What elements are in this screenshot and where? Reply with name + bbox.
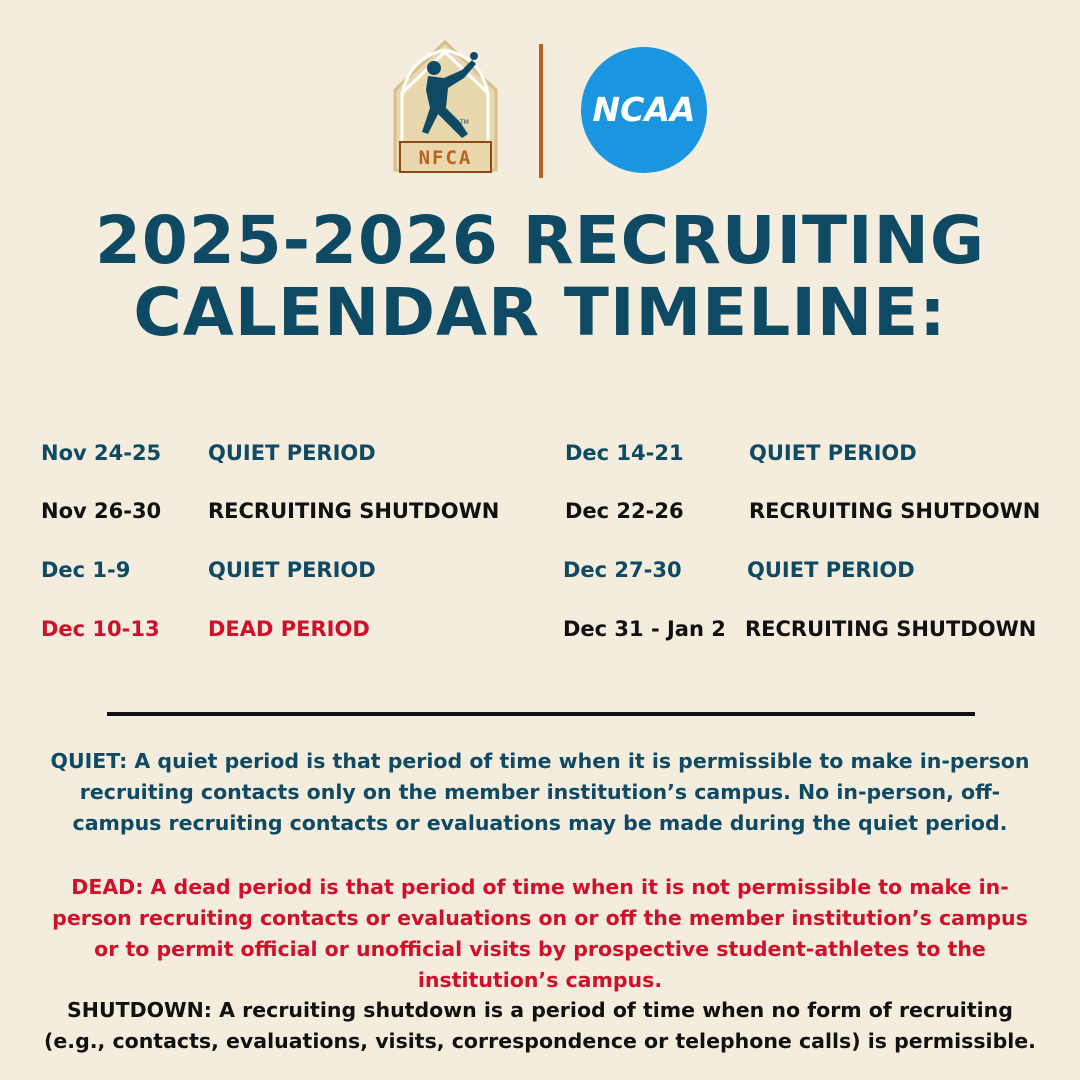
right-row-3-date: Dec 27-30 <box>563 558 682 582</box>
right-row-1-period: QUIET PERIOD <box>749 441 917 465</box>
right-row-2-period: RECRUITING SHUTDOWN <box>749 499 1041 523</box>
left-row-3-date: Dec 1-9 <box>41 558 131 582</box>
title-line-2: CALENDAR TIMELINE: <box>133 274 947 351</box>
section-divider <box>107 712 975 716</box>
ncaa-wordmark: NCAA <box>592 90 696 129</box>
right-row-3-period: QUIET PERIOD <box>747 558 915 582</box>
left-row-4-period: DEAD PERIOD <box>208 617 370 641</box>
shutdown-definition: SHUTDOWN: A recruiting shutdown is a period of time when no form of recruiting (e.g., contacts, evaluations, visits, correspondence or telephone calls) is permissible. <box>44 998 1036 1053</box>
right-row-1-date: Dec 14-21 <box>565 441 684 465</box>
ncaa-logo <box>580 46 708 174</box>
left-row-1-date: Nov 24-25 <box>41 441 162 465</box>
right-row-4-period: RECRUITING SHUTDOWN <box>745 617 1037 641</box>
nfca-logo <box>388 38 503 183</box>
logo-bar <box>0 38 1080 183</box>
quiet-definition: QUIET: A quiet period is that period of time when it is permissible to make in-person recruiting contacts only on the member institution’s campus. No in-person, off-campus recruiting contacts or evaluations may be made during the quiet period. <box>50 749 1030 835</box>
right-row-2-date: Dec 22-26 <box>565 499 684 523</box>
left-row-2-date: Nov 26-30 <box>41 499 162 523</box>
logo-divider <box>539 44 543 178</box>
right-row-4-date: Dec 31 - Jan 2 <box>563 617 726 641</box>
dead-definition: DEAD: A dead period is that period of time when it is not permissible to make in-person recruiting contacts or evaluations on or off the member institution’s campus or to permit official or unofficial visits by prospective student-athletes to the institution’s campus. <box>52 875 1028 992</box>
nfca-wordmark: NFCA <box>418 147 473 169</box>
left-row-3-period: QUIET PERIOD <box>208 558 376 582</box>
left-row-2-period: RECRUITING SHUTDOWN <box>208 499 500 523</box>
left-row-1-period: QUIET PERIOD <box>208 441 376 465</box>
page-title <box>0 202 1080 351</box>
nfca-tm-mark: TM <box>460 119 469 126</box>
title-line-1: 2025-2026 RECRUITING <box>94 202 986 279</box>
left-row-4-date: Dec 10-13 <box>41 617 160 641</box>
